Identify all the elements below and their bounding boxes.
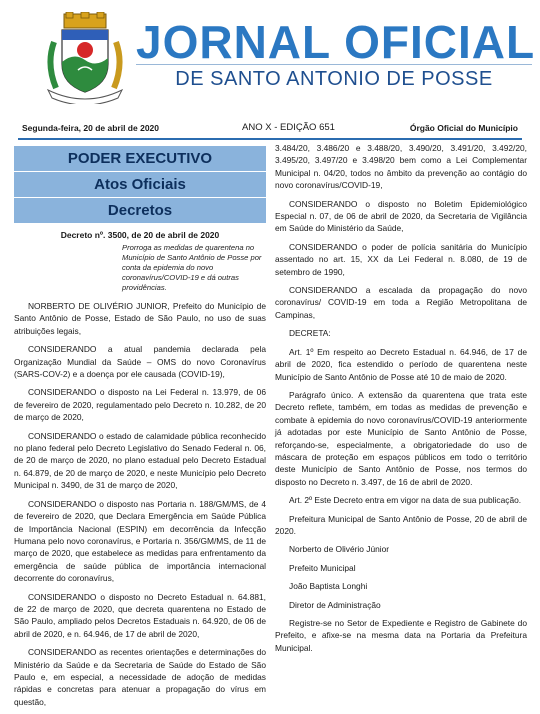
decree-article: Parágrafo único. A extensão da quarentena que trata este Decreto reflete, também, em todas as medidas de prevenção e combate à epidemia do novo coronavírus/COVID-19 anteriormente já adotadas por este Município de Santo Antônio de Posse, reforçando-se, especialmente, a obrigatoriedade do uso de máscara de proteção em espaços públicos em todo o território deste Município de Santo Antônio de Posse, nos termos do disposto no Decreto n. 3.497, de 16 de abril de 2020.	[275, 389, 527, 487]
decree-summary: Prorroga as medidas de quarentena no Município de Santo Antônio de Posse por conta da epidemia do novo coronavírus/COVID-19 e dá outras providências.	[122, 243, 262, 292]
right-column	[275, 142, 527, 660]
decree-article: Art. 2º Este Decreto entra em vigor na data de sua publicação.	[289, 495, 522, 506]
section-banner-acts: Atos Oficiais	[14, 172, 266, 197]
signatory-role: Prefeito Municipal	[289, 562, 356, 573]
decree-paragraph: CONSIDERANDO o poder de polícia sanitária do Município assentado no art. 15, XX da Lei Federal n. 8.080, de 19 de setembro de 1990,	[275, 241, 527, 277]
decree-paragraph: CONSIDERANDO o disposto nas Portaria n. 188/GM/MS, de 4 de fevereiro de 2020, que Declara Emergência em Saúde Pública de Importância Nacional (ESPIN) em decorrência da Infecção Humana pelo novo coronavírus, e Portaria n. 356/GM/MS, de 11 de março de 2020, que estabelece as medidas para enfrentamento da emergência de saúde pública de importância internacional decorrente do coronavírus,	[14, 498, 266, 584]
masthead	[0, 0, 540, 112]
edition-info-bar	[18, 118, 522, 140]
signatory-name: João Baptista Longhi	[289, 581, 368, 592]
newspaper-title: JORNAL OFICIAL	[136, 16, 536, 68]
decree-paragraph: CONSIDERANDO a escalada da propagação do novo coronavírus/ COVID-19 em toda a Região Metropolitana de Campinas,	[275, 285, 527, 320]
section-banner-power: PODER EXECUTIVO	[14, 146, 266, 171]
decree-paragraph: NORBERTO DE OLIVÉRIO JUNIOR, Prefeito do Município de Santo Antônio de Posse, Estado de São Paulo, no uso de suas atribuições legais,	[14, 301, 266, 336]
decree-paragraph: CONSIDERANDO o estado de calamidade pública reconhecido no plano federal pelo Decreto Legislativo do Senado Federal n. 06, de 20 de março de 2020, no plano estadual pelo Decreto Estadual n. 64.879, de 20 de março de 2020, e neste Município pelo Decreto Municipal n. 3490, de 31 de março de 2020,	[14, 430, 266, 491]
registration-note: Registre-se no Setor de Expediente e Registro de Gabinete do Prefeito, e afixe-se na mesma data na Portaria da Prefeitura Municipal.	[275, 618, 527, 653]
newspaper-subtitle: DE SANTO ANTONIO DE POSSE	[175, 68, 493, 90]
decree-paragraph: CONSIDERANDO a atual pandemia declarada pela Organização Mundial da Saúde – OMS do novo Coronavírus (SARS-COV-2) e a doença por ele causada (COVID-19),	[14, 344, 266, 380]
official-organ-label: Órgão Oficial do Município	[409, 123, 518, 133]
signatory-name: Norberto de Olivério Júnior	[289, 544, 390, 555]
decree-paragraph: CONSIDERANDO as recentes orientações e determinações do Ministério da Saúde e da Secretaria de Saúde do Estado de São Paulo e, em especial, a necessidade de adoção de medidas rápidas e concretas para atenuar a propagação do vírus em questão,	[14, 647, 266, 707]
decree-paragraph-continuation: 3.484/20, 3.486/20 e 3.488/20, 3.490/20, 3.491/20, 3.492/20, 3.495/20, 3.497/20 e 3.498/20 bem como a Lei Complementar Municipal n. 04/20, todos no âmbito da prevenção ao contágio do novo coronavírus/COVID-19,	[275, 143, 527, 191]
publication-date: Segunda-feira, 20 de abril de 2020	[22, 123, 160, 133]
section-banner-decrees: Decretos	[14, 198, 266, 223]
decree-paragraph: CONSIDERANDO o disposto na Lei Federal n. 13.979, de 06 de fevereiro de 2020, regulamentado pelo Decreto n. 10.282, de 20 de março de 2020,	[14, 387, 266, 423]
decree-place-date: Prefeitura Municipal de Santo Antônio de Posse, 20 de abril de 2020.	[275, 513, 527, 536]
edition-number: ANO X - EDIÇÃO 651	[242, 122, 335, 133]
decree-paragraph: CONSIDERANDO o disposto no Boletim Epidemiológico Especial n. 07, de 06 de abril de 2020, da Secretaria de Vigilância em Saúde do Ministério da Saúde,	[275, 198, 527, 234]
signatory-role: Diretor de Administração	[289, 599, 381, 610]
decree-paragraph: CONSIDERANDO o disposto no Decreto Estadual n. 64.881, de 22 de março de 2020, que decreta quarentena no Estado de São Paulo, ampliado pelos Decretos Estaduais n. 64.920, de 06 de abril de 2020, e n. 64.946, de 17 de abril de 2020,	[14, 591, 266, 639]
decree-article: Art. 1º Em respeito ao Decreto Estadual n. 64.946, de 17 de abril de 2020, fica estendido o período de quarentena neste Município de Santo Antônio de Posse até 10 de maio de 2020.	[275, 346, 527, 382]
decree-title: Decreto nº. 3500, de 20 de abril de 2020	[60, 230, 220, 240]
left-column	[14, 146, 266, 714]
municipal-coat-of-arms-icon	[44, 12, 126, 104]
masthead-divider	[136, 64, 532, 65]
decree-enactment-label: DECRETA:	[289, 328, 331, 339]
